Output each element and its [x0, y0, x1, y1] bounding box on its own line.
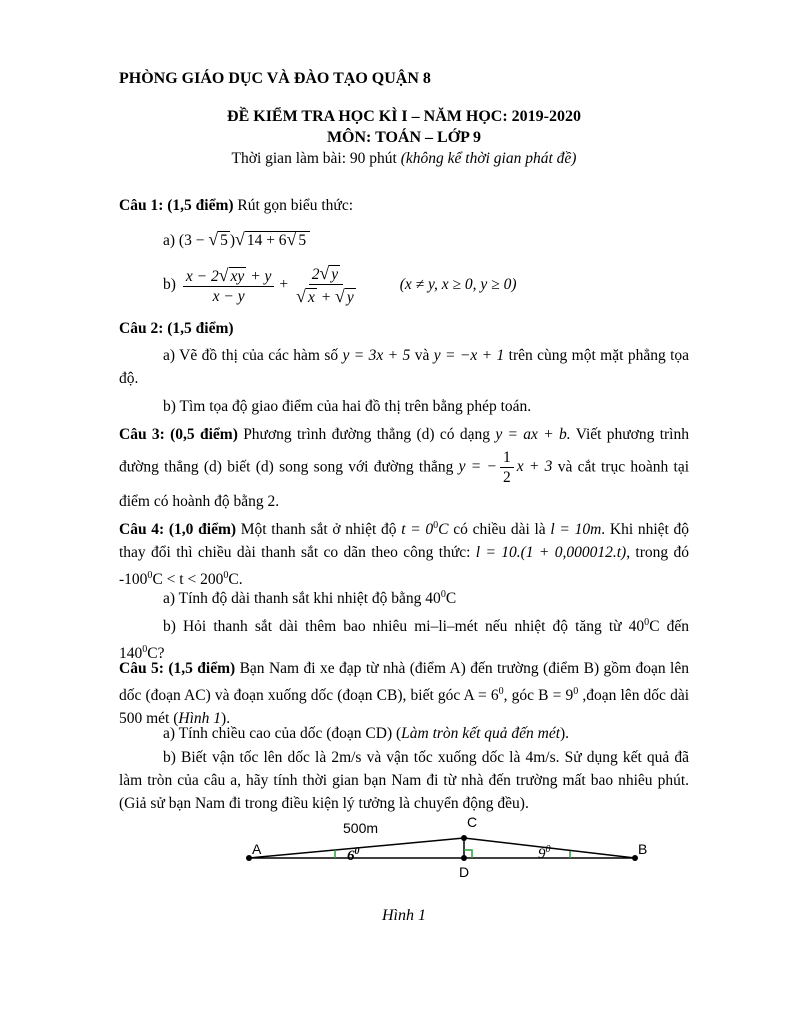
figure-caption: Hình 1 [382, 907, 426, 924]
q4-text-5: C < t < 200 [152, 571, 224, 589]
q5-a-text: a) Tính chiều cao của dốc (đoạn CD) ( [163, 725, 402, 742]
q4-formula: l = 10.(1 + 0,000012.t) [475, 544, 627, 562]
q5-part-a [119, 722, 689, 745]
q1-heading [119, 197, 353, 215]
q1-b-label: b) [163, 275, 176, 293]
length-label: 500m [343, 820, 379, 836]
q4-a-text: a) Tính độ dài thanh sắt khi nhiệt độ bằng 40 [163, 590, 441, 608]
angle-b-label: $9^0$ [538, 844, 551, 862]
q3-text-1: Phương trình đường thẳng (d) có dạng [243, 426, 490, 443]
q3-line-expression: y = − $\frac{1}{2}$ x + 3 [458, 449, 553, 487]
q1-b-fraction-2: $\frac{2√ y}{√ x + √ y}$ [296, 263, 354, 307]
q5-text-4: ). [221, 710, 231, 728]
q4-block: Câu 4: (1,0 điểm) Một thanh sắt ở nhiệt độ $t = 0^0C$ có chiều dài là l = 10m. Khi nhiệt độ thay đổi thì chiều dài thanh sắt co dãn theo công thức: l = 10.(1 + 0,000012.t), trong đó $-100^0C < t < 200^0C$. [119, 520, 690, 589]
q5-block: Câu 5: (1,5 điểm) Bạn Nam đi xe đạp từ nhà (điểm A) đến trường (điểm B) gồm đoạn lên dốc (đoạn AC) và đoạn xuống dốc (đoạn CB), biết góc $A = 6^0$, góc $B = 9^0$ ,đoạn lên dốc dài 500 mét (Hình 1). [119, 660, 689, 728]
q1-label: Câu 1: (1,5 điểm) [119, 197, 234, 214]
q4-text-4: , trong đó -100 [119, 544, 690, 589]
q5-a-post: ). [560, 725, 570, 742]
time-label: Thời gian làm bài: 90 phút [231, 150, 397, 167]
point-d [461, 855, 467, 861]
q5-label: Câu 5: (1,5 điểm) [119, 660, 236, 677]
q5-figure-ref: Hình 1 [178, 710, 222, 728]
q2-part-a [119, 344, 689, 390]
angle-a-value: 6 [347, 848, 355, 864]
q1-b-condition: (x ≠ y, x ≥ 0, y ≥ 0) [399, 275, 517, 293]
time-note: (không kể thời gian phát đề) [400, 150, 577, 167]
q4-t-expr: t = 0 [401, 521, 434, 539]
q4-b-text-2: C đến 140 [119, 618, 690, 663]
angle-b-value: 9 [538, 846, 546, 862]
q5-text-2: , góc B = 9 [503, 687, 574, 705]
exam-title: ĐỀ KIỂM TRA HỌC KÌ I – NĂM HỌC: 2019-2020 [227, 108, 581, 125]
label-c: C [467, 814, 478, 830]
time-info [119, 150, 689, 168]
q2-a-and: và [414, 347, 430, 364]
q3-block [119, 421, 689, 515]
q1-part-a [163, 229, 310, 250]
department-heading: PHÒNG GIÁO DỤC VÀ ĐÀO TẠO QUẬN 8 [119, 70, 431, 87]
label-a: A [252, 841, 262, 857]
q1-a-label: a) [163, 232, 176, 249]
label-d: D [459, 864, 470, 880]
q4-text-1: Một thanh sắt ở nhiệt độ [240, 521, 397, 539]
label-b: B [638, 841, 648, 857]
slope-diagram [230, 808, 670, 888]
subject-title: MÔN: TOÁN – LỚP 9 [326, 129, 482, 146]
angle-a-label: $6^0$ [347, 846, 360, 864]
q4-part-b: b) Hỏi thanh sắt dài thêm bao nhiêu mi–li–mét nếu nhiệt độ tăng từ $40^0C$ đến $140^0C$? [119, 617, 690, 663]
q5-part-b: b) Biết vận tốc lên dốc là 2m/s và vận tốc xuống dốc là 4m/s. Sử dụng kết quả đã làm tròn của câu a, hãy tính thời gian bạn Nam đi từ nhà đến trường mất bao nhiêu phút. (Giả sử bạn Nam đi trong điều kiện lý tưởng là chuyển động đều). [119, 749, 689, 812]
q4-b-text-3: C? [147, 645, 165, 663]
q5-text-3: ,đoạn lên dốc dài 500 mét ( [119, 687, 689, 728]
q2-heading [119, 320, 234, 338]
q4-l-expr: l = 10m [550, 521, 602, 539]
q4-text-2: có chiều dài là [453, 521, 546, 539]
q3-label: Câu 3: (0,5 điểm) [119, 426, 238, 443]
q2-points: : (1,5 điểm) [158, 320, 234, 337]
q2-a-function-1: y = 3x + 5 [342, 347, 411, 364]
q4-text-3: Khi nhiệt độ thay đổi thì chiều dài thanh sắt co dãn theo công thức: [119, 521, 690, 562]
q3-text-3: và cắt trục hoành tại điểm có hoành độ bằng 2. [119, 458, 690, 510]
q3-text-2: Viết phương trình đường thẳng (d) biết (d) song song với đường thẳng [119, 426, 689, 476]
q1-b-fraction-1: $\frac{x - 2√ xy + y}{x - y}$ [183, 264, 274, 307]
q2-a-text: a) Vẽ đồ thị của các hàm số [163, 347, 339, 364]
q4-label: Câu 4: (1,0 điểm) [119, 521, 237, 539]
q1-a-expression: (3 − √ 5 )√ 14 + 6√ 5 [179, 232, 310, 249]
q4-part-a: a) Tính độ dài thanh sắt khi nhiệt độ bằng $40^0C$ [163, 589, 457, 608]
q3-form: y = ax + b. [495, 426, 571, 443]
q5-text-1: Bạn Nam đi xe đạp từ nhà (điểm A) đến trường (điểm B) gồm đoạn lên dốc (đoạn AC) và đoạn xuống dốc (đoạn CB), biết góc A = 6 [119, 660, 689, 705]
q2-a-post: trên cùng một mặt phẳng tọa độ. [119, 347, 690, 387]
q1-text: Rút gọn biểu thức: [237, 197, 354, 214]
q2-label: Câu 2 [119, 320, 159, 337]
point-c [461, 835, 467, 841]
q2-part-b: b) Tìm tọa độ giao điểm của hai đồ thị trên bằng phép toán. [163, 398, 532, 415]
q1-part-b: b) $\frac{x - 2√ xy + y}{x - y}$ + $\frac{2√ y}{√ x + √ y}$ (x ≠ y, x ≥ 0, y ≥ 0) [163, 263, 517, 307]
q2-a-function-2: y = −x + 1 [433, 347, 505, 364]
q4-b-text-1: b) Hỏi thanh sắt dài thêm bao nhiêu mi–li–mét nếu nhiệt độ tăng từ 40 [163, 618, 645, 636]
q5-a-note: Làm tròn kết quả đến mét [401, 725, 561, 742]
